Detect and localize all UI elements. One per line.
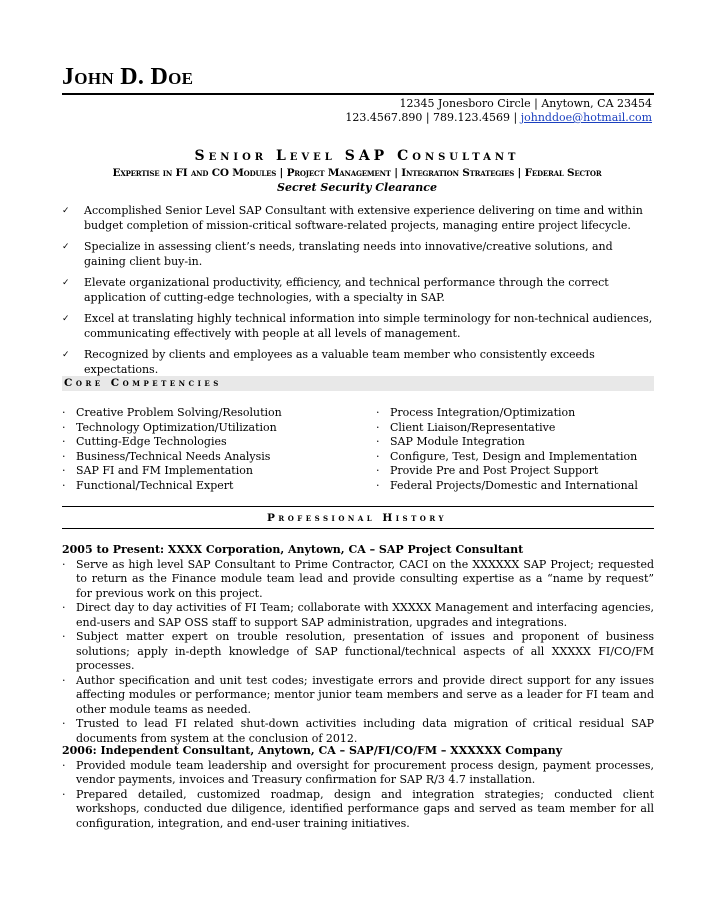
candidate-name: John D. Doe <box>62 64 194 90</box>
bullet-icon: · <box>62 464 66 477</box>
job-bullet: · Direct day to day activities of FI Team; collaborate with XXXXX Management and interfacing agencies, end-users and SAP OSS staff to support SAP administration, upgrades and integrations. <box>62 601 654 629</box>
section-band-competencies <box>62 376 654 391</box>
bullet-icon: · <box>62 758 66 772</box>
competency-item: · Functional/Technical Expert <box>62 478 234 492</box>
job-bullet: · Provided module team leadership and oversight for procurement process design, payment processes, vendor payments, invoices and Treasury confirmation for SAP R/3 4.7 installation. <box>62 758 654 786</box>
competency-item: · Process Integration/Optimization <box>376 406 576 419</box>
bullet-icon: · <box>376 420 380 434</box>
contact-phones-email <box>345 111 652 125</box>
email-link[interactable]: johnddoe@hotmail.com <box>520 111 652 124</box>
competency-item: · Client Liaison/Representative <box>376 420 556 434</box>
bullet-icon: · <box>62 478 66 492</box>
bullet-icon: · <box>62 601 66 614</box>
history-rule-bottom <box>62 528 654 529</box>
check-icon: ✓ <box>62 350 70 360</box>
competency-item: · Business/Technical Needs Analysis <box>62 449 271 463</box>
bullet-icon: · <box>62 630 66 643</box>
competencies-right-column <box>376 406 638 493</box>
competency-item: · SAP Module Integration <box>376 435 525 448</box>
headline-subtitle: Expertise in FI and CO Modules | Project Management | Integration Strategies | Federal Sector <box>112 167 602 179</box>
competency-item: · Cutting-Edge Technologies <box>62 435 227 448</box>
summary-item: ✓ Excel at translating highly technical information into simple terminology for non-technical audiences, communicating effectively with people at all levels of management. <box>62 312 653 340</box>
section-heading-history: Professional History <box>266 512 447 524</box>
job-bullet: · Subject matter expert on trouble resolution, presentation of issues and proponent of business solutions; apply in-depth knowledge of SAP functional/technical aspects of all XXXXX FI/CO/FM processes. <box>62 630 654 672</box>
bullet-icon: · <box>376 435 380 448</box>
job-title: 2005 to Present: XXXX Corporation, Anytown, CA – SAP Project Consultant <box>62 543 524 556</box>
summary-item: ✓ Elevate organizational productivity, efficiency, and technical performance through the correct application of cutting-edge technologies, with a specialty in SAP. <box>62 276 609 304</box>
headline-title: Senior Level SAP Consultant <box>194 148 520 164</box>
bullet-icon: · <box>62 717 66 730</box>
job-entry <box>62 744 654 831</box>
bullet-icon: · <box>62 449 66 463</box>
job-bullet: · Trusted to lead FI related shut-down activities including data migration of critical residual SAP documents from system at the conclusion of 2012. <box>62 717 654 745</box>
header-rule <box>62 93 654 95</box>
competencies-left-column <box>62 406 282 493</box>
competency-item: · Provide Pre and Post Project Support <box>376 464 599 477</box>
bullet-icon: · <box>376 406 380 419</box>
check-icon: ✓ <box>62 206 70 216</box>
competency-item: · Federal Projects/Domestic and International <box>376 478 638 492</box>
section-heading-competencies: Core Competencies <box>64 377 222 389</box>
competency-item: · Technology Optimization/Utilization <box>62 420 277 434</box>
bullet-icon: · <box>376 464 380 477</box>
bullet-icon: · <box>62 557 66 571</box>
bullet-icon: · <box>62 435 66 448</box>
summary-list <box>62 204 654 384</box>
bullet-icon: · <box>376 449 380 463</box>
security-clearance: Secret Security Clearance <box>277 181 437 194</box>
contact-address: 12345 Jonesboro Circle | Anytown, CA 23454 <box>399 97 652 110</box>
bullet-icon: · <box>376 478 380 492</box>
bullet-icon: · <box>62 787 66 801</box>
contact-phones: 123.4567.890 | 789.123.4569 | <box>345 111 521 124</box>
bullet-icon: · <box>62 420 66 434</box>
check-icon: ✓ <box>62 314 70 324</box>
job-bullet: · Serve as high level SAP Consultant to Prime Contractor, CACI on the XXXXXX SAP Project; requested to return as the Finance module team lead and provide consulting expertise as a “name by request” for previous work on this project. <box>62 557 654 600</box>
competency-item: · Configure, Test, Design and Implementation <box>376 449 638 463</box>
summary-item: ✓ Accomplished Senior Level SAP Consultant with extensive experience delivering on time and within budget completion of mission-critical software-related projects, managing entire project lifecycle. <box>62 204 643 232</box>
job-entry <box>62 543 654 746</box>
job-bullet: · Prepared detailed, customized roadmap, design and integration strategies; conducted client workshops, conducted due diligence, identified performance gaps and served as team member for all configuration, integration, and end-user training initiatives. <box>62 787 654 830</box>
summary-item: ✓ Recognized by clients and employees as a valuable team member who consistently exceeds expectations. <box>62 348 595 376</box>
summary-item: ✓ Specialize in assessing client’s needs, translating needs into innovative/creative solutions, and gaining client buy-in. <box>62 240 613 268</box>
job-title: 2006: Independent Consultant, Anytown, CA – SAP/FI/CO/FM – XXXXXX Company <box>62 744 563 757</box>
job-bullet: · Author specification and unit test codes; investigate errors and provide direct support for any issues affecting modules or performance; mentor junior team members and serve as a leader for FI team and other module teams as needed. <box>62 673 654 716</box>
competency-item: · SAP FI and FM Implementation <box>62 464 253 477</box>
check-icon: ✓ <box>62 278 70 288</box>
competency-item: · Creative Problem Solving/Resolution <box>62 406 282 419</box>
history-rule-top <box>62 506 654 507</box>
bullet-icon: · <box>62 406 66 419</box>
check-icon: ✓ <box>62 242 70 252</box>
bullet-icon: · <box>62 673 66 687</box>
